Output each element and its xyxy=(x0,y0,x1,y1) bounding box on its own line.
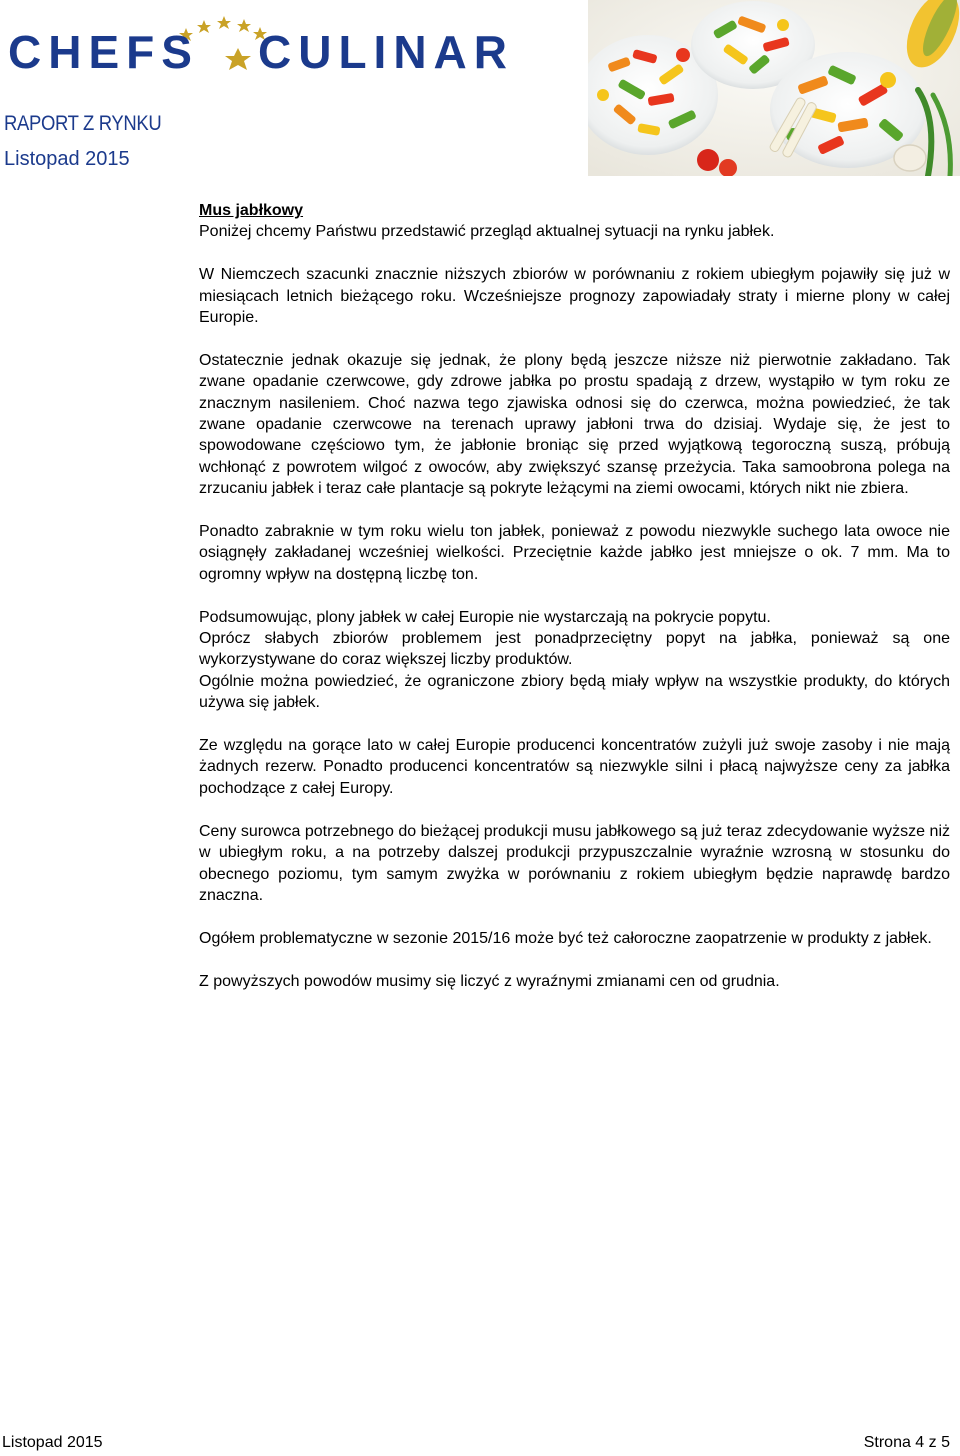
paragraph: Ceny surowca potrzebnego do bieżącej produkcji musu jabłkowego są już teraz zdecydowanie wyższe niż w ubiegłym roku, a na potrzeby dalszej produkcji przypuszczalnie wyraźnie wzrosną w stosunku do obecnego poziomu, tym samym zwyżka w porównaniu z rokiem ubiegłym będzie naprawdę bardzo znaczna. xyxy=(199,822,950,904)
logo-star xyxy=(237,19,251,32)
footer-date: Listopad 2015 xyxy=(2,1434,103,1451)
article-heading: Mus jabłkowy xyxy=(199,202,304,219)
summary-line: Oprócz słabych zbiorów problemem jest ponadprzeciętny popyt na jabłka, ponieważ są one wykorzystywane do coraz większej liczby produktów. xyxy=(199,630,950,669)
paragraph: Ponadto zabraknie w tym roku wielu ton jabłek, ponieważ z powodu niezwykle suchego lata owoce nie osiągnęły zakładanej wcześniej wielkości. Przeciętnie każde jabłko jest mniejsze o ok. 7 mm. Ma to ogromny wpływ na dostępną liczbę ton. xyxy=(199,523,950,583)
logo-text-chefs: CHEFS xyxy=(8,26,199,76)
chefs-culinar-logo xyxy=(8,10,548,76)
footer-page-number: Strona 4 z 5 xyxy=(863,1434,950,1451)
page-header xyxy=(0,0,960,180)
report-date: Listopad 2015 xyxy=(4,148,130,170)
vegetable-platter-photo xyxy=(588,0,960,176)
logo-star xyxy=(197,20,211,33)
paragraph: Z powyższych powodów musimy się liczyć z wyraźnymi zmianami cen od grudnia. xyxy=(199,972,780,990)
article-intro: Poniżej chcemy Państwu przedstawić przegląd aktualnej sytuacji na rynku jabłek. xyxy=(199,223,775,241)
report-title: RAPORT Z RYNKU xyxy=(4,112,162,135)
paragraph: Ze względu na gorące lato w całej Europie producenci koncentratów zużyli już swoje zasoby i nie mają żadnych rezerw. Ponadto producenci koncentratów są niezwykle silni i płacą najwyższe ceny za jabłka pochodzące z całej Europy. xyxy=(199,737,950,797)
summary-line: Ogólnie można powiedzieć, że ograniczone zbiory będą miały wpływ na wszystkie produkty, do których używa się jabłek. xyxy=(199,672,950,712)
paragraph: Ogółem problematyczne w sezonie 2015/16 może być też całoroczne zaopatrzenie w produkty z jabłek. xyxy=(199,929,932,947)
paragraph: W Niemczech szacunki znacznie niższych zbiorów w porównaniu z rokiem ubiegłym pojawiły się już w miesiącach letnich bieżącego roku. Wcześniejsze prognozy zapowiadały straty i mierne plony w całej Europie. xyxy=(199,266,950,327)
logo-star xyxy=(217,16,231,29)
article-body xyxy=(199,200,950,1013)
logo-text-culinar: CULINAR xyxy=(258,26,514,76)
logo-star xyxy=(225,48,251,70)
paragraph: Ostatecznie jednak okazuje się jednak, że plony będą jeszcze niższe niż pierwotnie zakładano. Tak zwane opadanie czerwcowe, gdy zdrowe jabłka po prostu spadają z drzew, wystąpiło w tym roku ze znacznym nasileniem. Choć nazwa tego zjawiska odnosi się do czerwca, można powiedzieć, że tak zwane opadanie czerwcowe na terenach uprawy jabłoni trwa do dzisiaj. Wydaje się, że jest to spowodowane częściowo tym, że jabłonie broniąc się przed wyjątkową tegoroczną suszą, próbują wchłonąć z powrotem wilgoć z owoców, aby zwiększyć szansę przeżycia. Taka samoobrona polega na zrzucaniu jabłek i teraz całe plantacje są pokryte leżącymi na ziemi owocami, których nikt nie zbiera. xyxy=(199,351,950,498)
summary-line: Podsumowując, plony jabłek w całej Europie nie wystarczają na pokrycie popytu. xyxy=(199,608,771,626)
